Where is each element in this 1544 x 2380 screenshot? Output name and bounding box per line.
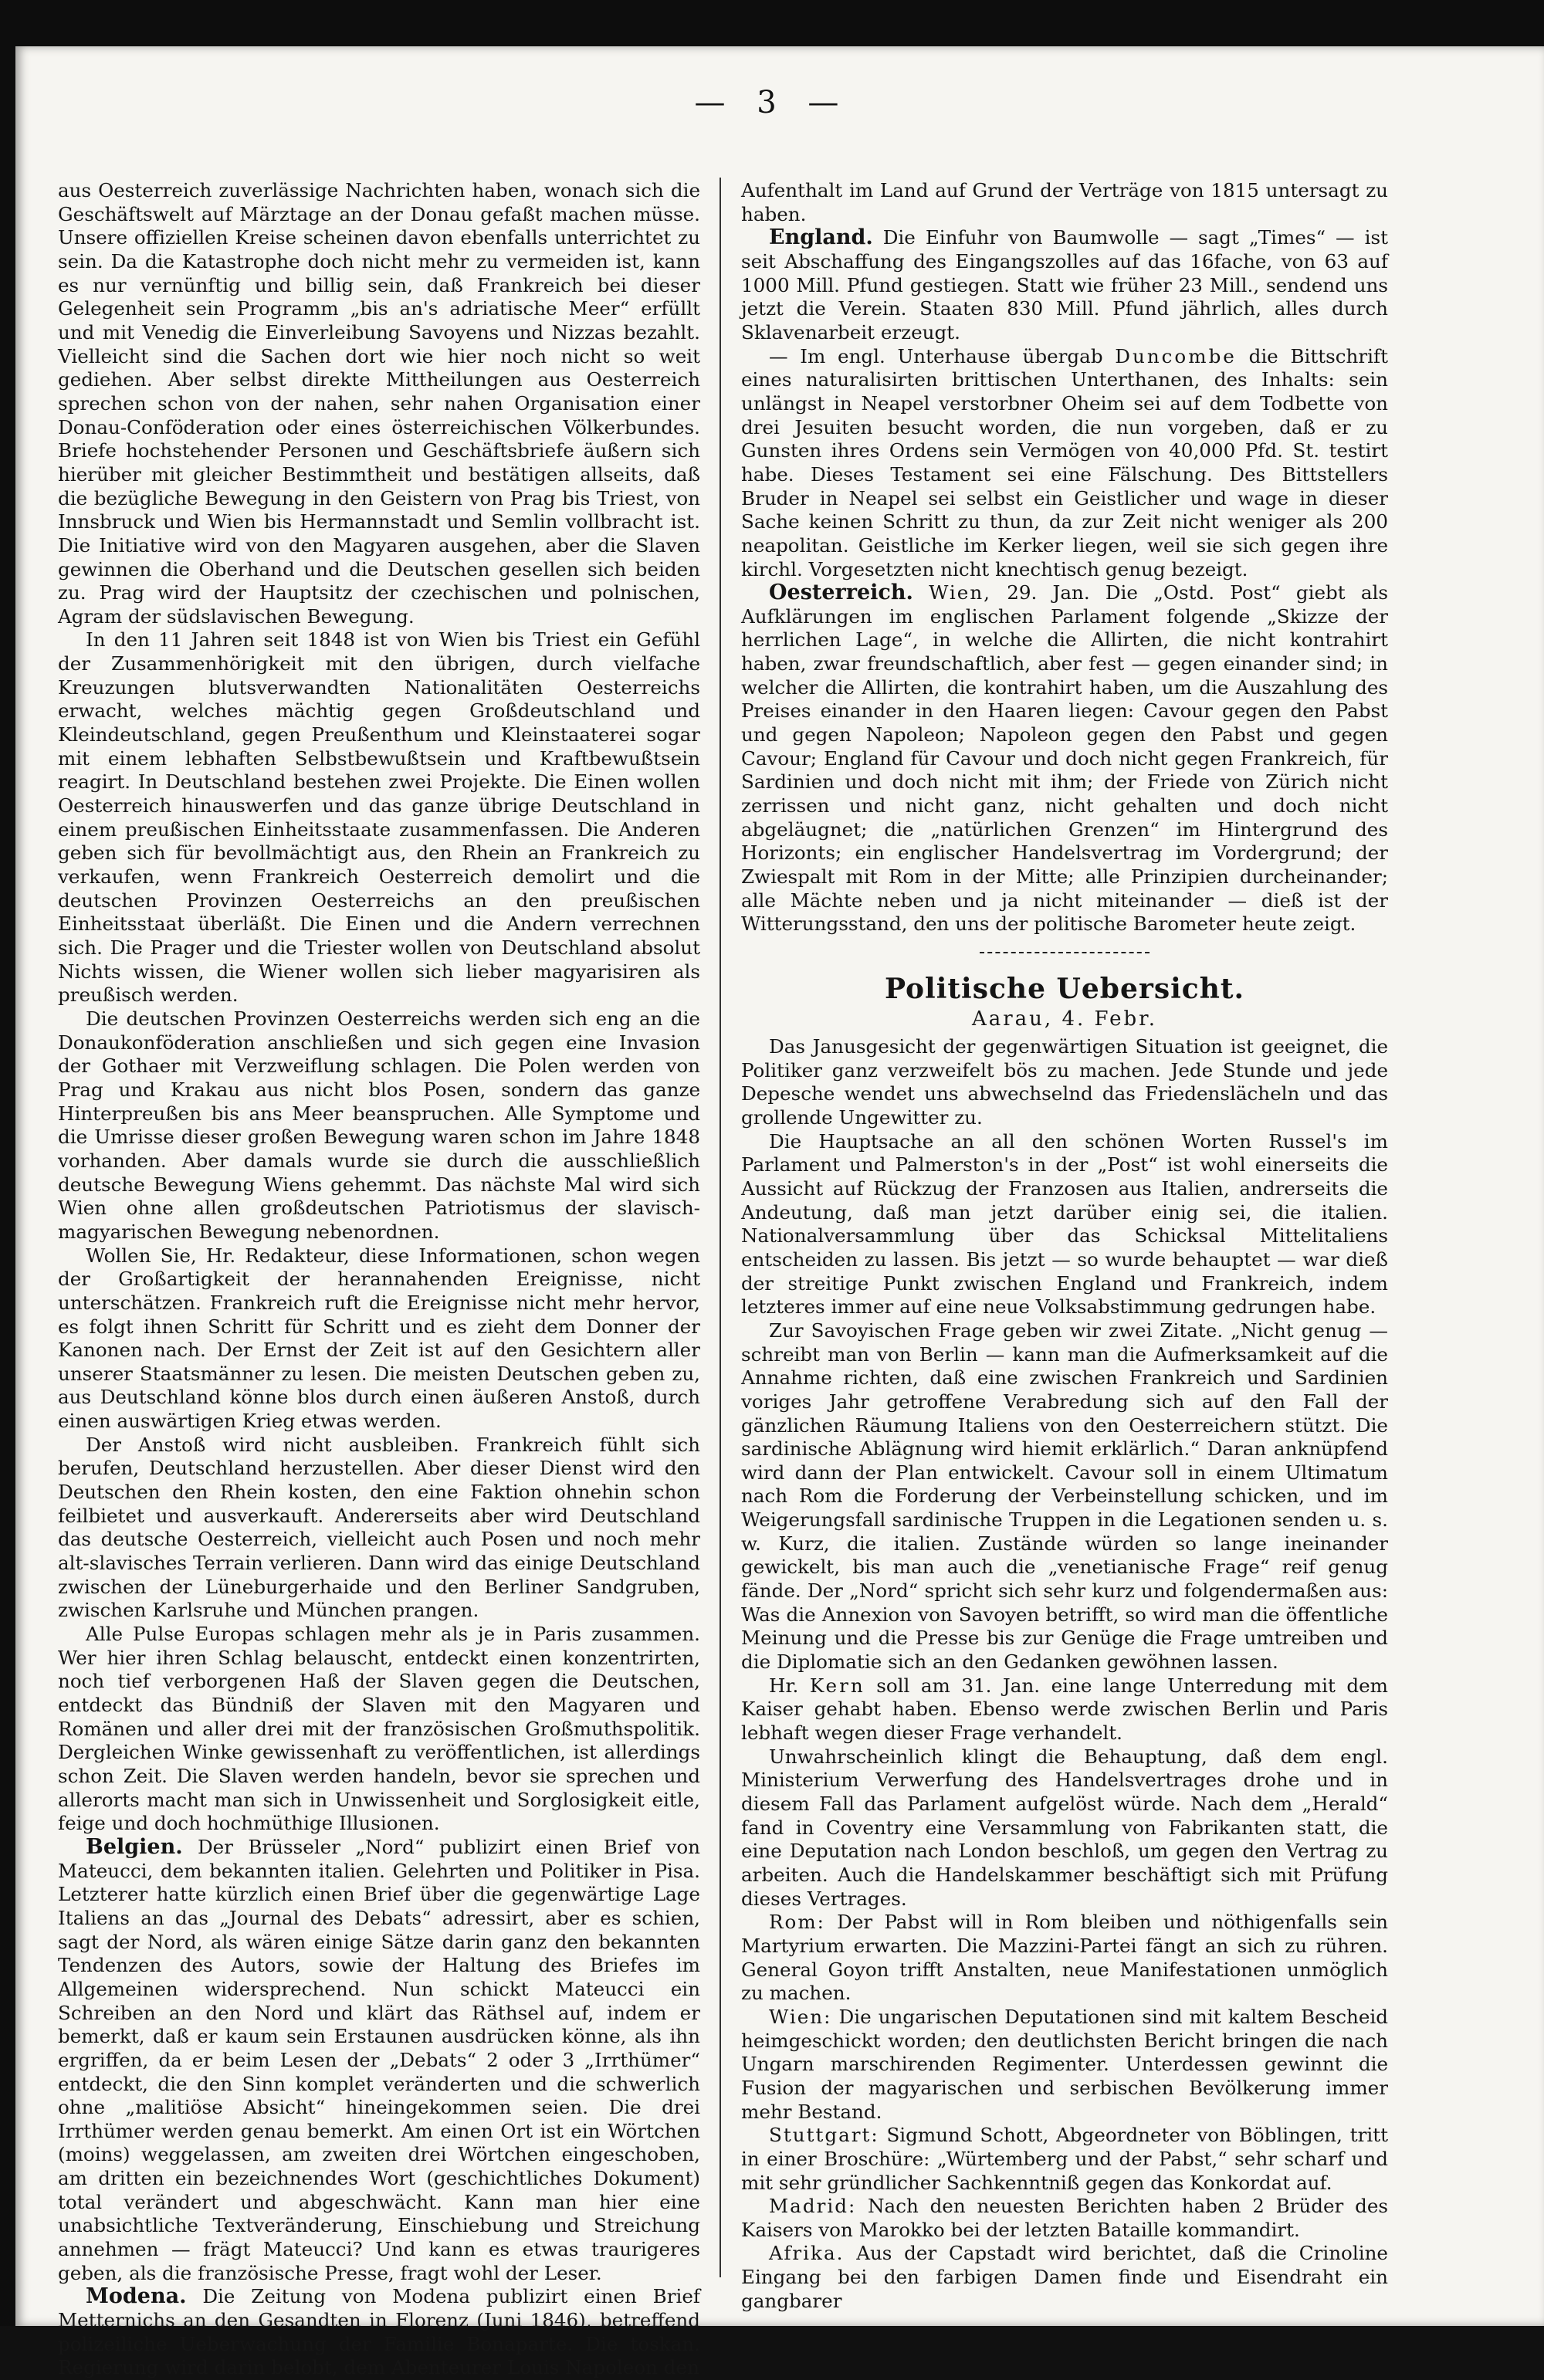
oesterreich-article [741, 581, 1388, 936]
england-body: Die Einfuhr von Baumwolle — sagt „Times“ — ist seit Abschaffung des Eingangszolles auf das 16fache, von 63 auf 1000 Mill. Pfund gestiegen. Statt wie früher 23 Mill., sendend uns jetzt die Verein. Staaten 830 Mill. Pfund jährlich, alles durch Sklavenarbeit erzeugt. [741, 226, 1388, 344]
belgien-article [58, 1836, 700, 2285]
stuttgart-body: Sigmund Schott, Abgeordneter von Böblingen, tritt in einer Broschüre: „Würtemberg und der Pabst,“ sehr scharf und mit sehr gründlicher Sachkenntniß gegen das Konkordat auf. [741, 2124, 1388, 2194]
england-heading: England. [769, 225, 873, 250]
article-intro: aus Oesterreich zuverlässige Nachrichten haben, wonach sich die Geschäftswelt auf Märztage an der Donau gefaßt machen müsse. Unsere offiziellen Kreise scheinen davon ebenfalls unterrichtet zu sein. Da die Katastrophe doch nicht mehr zu vermeiden ist, kann es nur vernünftig und billig sein, daß Frankreich bei dieser Gelegenheit sein Programm „bis an's adriatische Meer“ erfüllt und mit Venedig die Einverleibung Savoyens und Nizzas bezahlt. Vielleicht sind die Sachen dort wie hier noch nicht so weit gediehen. Aber selbst direkte Mittheilungen aus Oesterreich sprechen schon von der nahen, sehr nahen Organisation einer Donau-Conföderation oder eines österreichischen Völkerbundes. Briefe hochstehender Personen und Geschäftsbriefe äußern sich hierüber mit gleicher Bestimmtheit und bestätigen allseits, daß die bezügliche Bewegung in den Geistern von Prag bis Triest, von Innsbruck und Wien bis Hermannstadt und Semlin vollbracht ist. Die Initiative wird von den Magyaren ausgehen, aber die Slaven gewinnen die Oberhand und die Deutschen gesellen sich beiden zu. Prag wird der Hauptsitz der czechischen und polnischen, Agram der südslavischen Bewegung. [58, 179, 700, 628]
article-paragraph: Wollen Sie, Hr. Redakteur, diese Informationen, schon wegen der Großartigkeit der herannahenden Ereignisse, nicht unterschätzen. Frankreich ruft die Ereignisse nicht mehr hervor, es folgt ihnen Schritt für Schritt und es zieht dem Donner der Kanonen nach. Der Ernst der Zeit ist auf den Gesichtern aller unserer Staatsmänner zu lesen. Die meisten Deutschen geben zu, aus Deutschland könne blos durch einen äußeren Anstoß, durch einen auswärtigen Krieg etwas werden. [58, 1244, 700, 1433]
section-title: Politische Uebersicht. [884, 973, 1245, 1005]
section-rule [980, 952, 1150, 955]
madrid-body: Nach den neuesten Berichten haben 2 Brüder des Kaisers von Marokko bei der letzten Bataille kommandirt. [741, 2195, 1388, 2241]
belgien-body: Der Brüsseler „Nord“ publizirt einen Brief von Mateucci, dem bekannten italien. Gelehrten und Politiker in Pisa. Letzterer hatte kürzlich einen Brief über die gegenwärtige Lage Italiens an das „Journal des Debats“ adressirt, aber es schien, sagt der Nord, als wären einige Sätze darin ganz den bekannten Tendenzen des Autors, sowie der Haltung des Briefes im Allgemeinen widersprechend. Nun schickt Mateucci ein Schreiben an den Nord und klärt das Räthsel auf, indem er bemerkt, daß er kaum sein Erstaunen ausdrücken könne, als ihn ergriffen, da er beim Lesen der „Debats“ 2 oder 3 „Irrthümer“ entdeckt, die den Sinn komplet veränderten und die schwerlich ohne „malitiöse Absicht“ hineingekommen seien. Die drei Irrthümer werden genau bemerkt. Am einen Ort ist ein Wörtchen (moins) weggelassen, am zweiten drei Wörtchen eingeschoben, am dritten ein bezeichnendes Wort (geschichtliches Dokument) total verändert und abgeschwächt. Kann man hier eine unabsichtliche Textveränderung, Einschiebung und Streichung annehmen — frägt Mateucci? Und kann es etwas traurigeres geben, als die französische Presse, fragt wohl der Leser. [58, 1835, 700, 2284]
england-article-2 [741, 345, 1388, 582]
left-column [58, 179, 700, 2380]
kern-body: soll am 31. Jan. eine lange Unterredung mit dem Kaiser gehabt haben. Ebenso werde zwischen Berlin und Paris lebhaft wegen dieser Frage verhandelt. [741, 1674, 1388, 1745]
modena-article [58, 2285, 700, 2380]
rom-city: Rom: [769, 1911, 825, 1934]
page-number: — 3 — [694, 85, 850, 120]
section-dateline: Aarau, 4. Febr. [971, 1007, 1158, 1031]
article-paragraph: Der Anstoß wird nicht ausbleiben. Frankreich fühlt sich berufen, Deutschland herzustellen. Aber dieser Dienst wird den Deutschen den Rhein kosten, den eine Faktion ohnehin schon feilbietet und ausverkauft. Andererseits aber wird Deutschland das deutsche Oesterreich, vielleicht auch Posen und noch mehr alt-slavisches Terrain verlieren. Dann wird das einige Deutschland zwischen der Lüneburgerhaide und den Berliner Sandgruben, zwischen Karlsruhe und München prangen. [58, 1433, 700, 1622]
overview-paragraph: Die Hauptsache an all den schönen Worten Russel's im Parlament und Palmerston's in der „Post“ ist wohl einerseits die Aussicht auf Rückzug der Franzosen aus Italien, andrerseits die Andeutung, daß man jetzt darüber einig sei, die italien. Nationalversammlung über das Schicksal Mittelitaliens entscheiden zu lassen. Bis jetzt — so wurde behauptet — war dieß der streitige Punkt zwischen England und Frankreich, indem letzteres immer auf eine neue Volksabstimmung gedrungen habe. [741, 1129, 1388, 1319]
overview-paragraph [741, 1674, 1388, 1745]
stuttgart-item [741, 2124, 1388, 2195]
overview-paragraph: Unwahrscheinlich klingt die Behauptung, daß dem engl. Ministerium Verwerfung des Handelsvertrages drohe und in diesem Fall das Parlament aufgelöst würde. Nach dem „Herald“ fand in Coventry eine Versammlung von Fabrikanten statt, die eine Deputation nach London beschloß, um gegen den Vertrag zu arbeiten. Auch die Handelskammer beschäftigt sich mit Prüfung dieses Vertrages. [741, 1745, 1388, 1910]
england-article [741, 226, 1388, 344]
overview-paragraph: Das Janusgesicht der gegenwärtigen Situation ist geeignet, die Politiker ganz verzweifelt bös zu machen. Jede Stunde und jede Depesche wendet uns abwechselnd das Friedenslächeln und das grollende Ungewitter zu. [741, 1035, 1388, 1129]
oesterreich-city: Wien, [929, 581, 992, 604]
article-paragraph: In den 11 Jahren seit 1848 ist von Wien bis Triest ein Gefühl der Zusammenhörigkeit mit den übrigen, durch vielfache Kreuzungen blutsverwandten Nationalitäten Oesterreichs erwacht, welches mächtig gegen Großdeutschland und Kleindeutschland, gegen Preußenthum und Kleinstaaterei sogar mit einem lebhaften Selbstbewußtsein und Kraftbewußtsein reagirt. In Deutschland bestehen zwei Projekte. Die Einen wollen Oesterreich hinauswerfen und das ganze übrige Deutschland in einem preußischen Einheitsstaate zusammenfassen. Die Anderen geben sich für bevollmächtigt aus, den Rhein an Frankreich zu verkaufen, wenn Frankreich Oesterreich demolirt und die deutschen Provinzen Oesterreichs an den preußischen Einheitsstaat überläßt. Die Einen und die Andern verrechnen sich. Die Prager und die Triester wollen von Deutschland absolut Nichts wissen, die Wiener wollen sich lieber magyarisiren als preußisch werden. [58, 628, 700, 1007]
column-divider [720, 178, 721, 2277]
england-body-2: die Bittschrift eines naturalisirten brittischen Unterthanen, des Inhalts: sein unlängst in Neapel verstorbner Oheim sei auf dem Todbette von drei Jesuiten besucht worden, die nun vorgeben, daß er zu Gunsten ihres Ordens sein Vermögen von 40,000 Pfd. St. testirt habe. Dieses Testament sei eine Fälschung. Des Bittstellers Bruder in Neapel sei selbst ein Geistlicher und wage in dieser Sache keinen Schritt zu thun, da zur Zeit nicht weniger als 200 neapolitan. Geistliche im Kerker liegen, weil sie sich gegen ihre kirchl. Vorgesetzten nicht knechtisch genug bezeigt. [741, 344, 1388, 581]
wien-city: Wien: [769, 2005, 832, 2028]
overview-paragraph: Zur Savoyischen Frage geben wir zwei Zitate. „Nicht genug — schreibt man von Berlin — kann man die Aufmerksamkeit auf die Annahme richten, daß eine zwischen Frankreich und Sardinien voriges Jahr getroffene Verabredung sich auf den Fall der gänzlichen Räumung Italiens von den Oesterreichern stützt. Die sardinische Ablägnung wird hiemit erklärlich.“ Daran anknüpfend wird dann der Plan entwickelt. Cavour soll in einem Ultimatum nach Rom die Forderung der Verbeinstellung schicken, und im Weigerungsfall sardinische Truppen in die Legationen senden u. s. w. Kurz, die italien. Zustände würden so lange ineinander gewickelt, bis man auch die „venetianische Frage“ reif genug fände. Der „Nord“ spricht sich sehr kurz und folgendermaßen aus: Was die Annexion von Savoyen betrifft, so wird man die öffentliche Meinung und die Presse bis zur Genüge die Frage umtreiben und die Diplomatie sich an den Gedanken gewöhnen lassen. [741, 1319, 1388, 1674]
article-paragraph: Alle Pulse Europas schlagen mehr als je in Paris zusammen. Wer hier ihren Schlag belauscht, entdeckt einen konzentrirten, noch tief verborgenen Haß der Slaven gegen die Deutschen, entdeckt das Bündniß der Slaven mit den Magyaren und Romänen und aller drei mit der französischen Großmuthspolitik. Dergleichen Winke gewissenhaft zu veröffentlichen, ist allerdings schon Zeit. Die Slaven werden handeln, bevor sie sprechen und allerorts macht man sich in Unwissenheit und Sorglosigkeit eitle, feige und doch hochmüthige Illusionen. [58, 1623, 700, 1835]
section-header [741, 952, 1388, 1032]
kern-prefix: Hr. [769, 1674, 799, 1697]
wien-body: Die ungarischen Deputationen sind mit kaltem Bescheid heimgeschickt worden; den deutlichsten Bericht bringen die nach Ungarn marschirenden Regimenter. Unterdessen gewinnt die Fusion der magyarischen und serbischen Bevölkerung immer mehr Bestand. [741, 2005, 1388, 2123]
stuttgart-city: Stuttgart: [769, 2124, 879, 2147]
right-column [741, 179, 1388, 2313]
belgien-heading: Belgien. [86, 1834, 183, 1859]
oesterreich-heading: Oesterreich. [769, 581, 913, 605]
rom-body: Der Pabst will in Rom bleiben und nöthigenfalls sein Martyrium erwarten. Die Mazzini-Partei fängt an sich zu rühren. General Goyon trifft Anstalten, neue Manifestationen unmöglich zu machen. [741, 1911, 1388, 2005]
madrid-city: Madrid: [769, 2195, 857, 2218]
wien-item [741, 2006, 1388, 2124]
carryover-text: Aufenthalt im Land auf Grund der Verträge von 1815 untersagt zu haben. [741, 179, 1388, 225]
oesterreich-body: 29. Jan. Die „Ostd. Post“ giebt als Aufklärungen im englischen Parlament folgende „Skizze der herrlichen Lage“, in welche die Allirten, die nicht kontrahirt haben, zwar freundschaftlich, aber fest — gegen einander sind; in welcher die Allirten, die kontrahirt haben, um die Auszahlung des Preises einander in den Haaren liegen: Cavour gegen den Pabst und gegen Napoleon; Napoleon gegen den Pabst und gegen Cavour; England für Cavour und doch nicht gegen Frankreich, für Sardinien und doch nicht mit ihm; der Friede von Zürich nicht zerrissen und nicht ganz, nicht gehalten und doch nicht abgeläugnet; die „natürlichen Grenzen“ im Hintergrund des Horizonts; ein englischer Handelsvertrag im Vordergrund; der Zwiespalt mit Rom in der Mitte; alle Prinzipien durcheinander; alle Mächte neben und ja nicht miteinander — dieß ist der Witterungsstand, den uns der politische Barometer heute zeigt. [741, 581, 1388, 936]
england-prefix: — Im engl. Unterhause übergab [769, 344, 1103, 367]
article-paragraph: Die deutschen Provinzen Oesterreichs werden sich eng an die Donaukonföderation anschließen und sich gegen eine Invasion der Gothaer mit Verzweiflung schlagen. Die Polen werden von Prag und Krakau aus nicht blos Posen, sondern das ganze Hinterpreußen bis ans Meer beanspruchen. Alle Symptome und die Umrisse dieser großen Bewegung waren schon im Jahre 1848 vorhanden. Aber damals wurde sie durch die ausschließlich deutsche Bewegung Wiens gehemmt. Das nächste Mal wird sich Wien ohne allen großdeutschen Patriotismus der slavisch-magyarischen Bewegung nebenordnen. [58, 1007, 700, 1243]
rom-item [741, 1911, 1388, 2006]
modena-heading: Modena. [86, 2284, 187, 2309]
madrid-item [741, 2195, 1388, 2242]
afrika-city: Afrika. [769, 2242, 845, 2265]
kern-name: Kern [809, 1674, 865, 1697]
england-person: Duncombe [1115, 344, 1237, 367]
afrika-item [741, 2242, 1388, 2313]
afrika-body: Aus der Capstadt wird berichtet, daß die Crinoline Eingang bei den farbigen Damen finde und Eisendraht ein gangbarer [741, 2242, 1388, 2312]
modena-body: Die Zeitung von Modena publizirt einen Brief Metternichs an den Gesandten in Florenz (Juni 1846), betreffend polizeiliche Ueberwachung der Familie Bonaparte. Die toskan. Regierung wird darin belobt, dem Abenteurer Louis Napoleon den [58, 2285, 700, 2379]
